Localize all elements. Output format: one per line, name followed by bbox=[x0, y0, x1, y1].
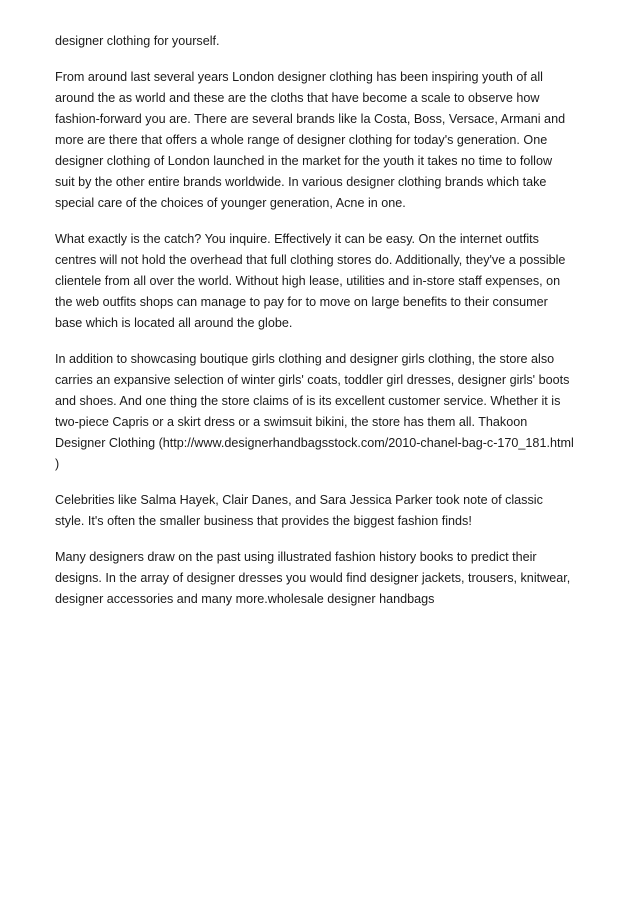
text-line: special care of the choices of younger generation, Acne in one. bbox=[55, 196, 406, 210]
text-line: more are there that offers a whole range of designer clothing for today's generation. One bbox=[55, 133, 548, 147]
text-line: designer accessories and many more.wholesale designer handbags bbox=[55, 592, 435, 606]
text-line: In addition to showcasing boutique girls clothing and designer girls clothing, the store also bbox=[55, 352, 555, 366]
text-line: From around last several years London designer clothing has been inspiring youth of all bbox=[55, 70, 543, 84]
paragraph-celebrities bbox=[55, 490, 600, 532]
text-line: base which is located all around the globe. bbox=[55, 316, 293, 330]
text-line: and shoes. And one thing the store claims of is its excellent customer service. Whether it is bbox=[55, 394, 561, 408]
text-line: fashion-forward you are. There are several brands like la Costa, Boss, Versace, Armani and bbox=[55, 112, 566, 126]
text-line: suit by the other entire brands worldwide. In various designer clothing brands which take bbox=[55, 175, 547, 189]
paragraph-the-catch bbox=[55, 229, 600, 334]
text-line: centres will not hold the overhead that full clothing stores do. Additionally, they've a possible bbox=[55, 253, 566, 267]
document-body bbox=[55, 31, 600, 625]
text-line: Many designers draw on the past using illustrated fashion history books to predict their bbox=[55, 550, 537, 564]
text-line: designer clothing for yourself. bbox=[55, 34, 220, 48]
text-line: around the as world and these are the cloths that have become a scale to observe how bbox=[55, 91, 540, 105]
text-line: What exactly is the catch? You inquire. Effectively it can be easy. On the internet outfits bbox=[55, 232, 539, 246]
text-line: ) bbox=[55, 457, 60, 471]
paragraph-many-designers bbox=[55, 547, 600, 610]
text-line: clientele from all over the world. Without high lease, utilities and in-store staff expenses, on bbox=[55, 274, 561, 288]
text-line: designs. In the array of designer dresses you would find designer jackets, trousers, knitwear, bbox=[55, 571, 571, 585]
text-line: carries an expansive selection of winter girls' coats, toddler girl dresses, designer girls' boots bbox=[55, 373, 570, 387]
text-line: style. It's often the smaller business that provides the biggest fashion finds! bbox=[55, 514, 472, 528]
paragraph-boutique-girls-clothing bbox=[55, 349, 600, 475]
paragraph-london-designer-clothing bbox=[55, 67, 600, 214]
text-line: Designer Clothing (http://www.designerhandbagsstock.com/2010-chanel-bag-c-170_181.html bbox=[55, 436, 574, 450]
text-line: the web outfits shops can manage to pay for to move on large benefits to their consumer bbox=[55, 295, 548, 309]
text-line: two-piece Capris or a skirt dress or a swimsuit bikini, the store has them all. Thakoon bbox=[55, 415, 528, 429]
paragraph-continuation bbox=[55, 31, 600, 52]
text-line: Celebrities like Salma Hayek, Clair Danes, and Sara Jessica Parker took note of classic bbox=[55, 493, 543, 507]
text-line: designer clothing of London launched in the market for the youth it takes no time to follow bbox=[55, 154, 553, 168]
